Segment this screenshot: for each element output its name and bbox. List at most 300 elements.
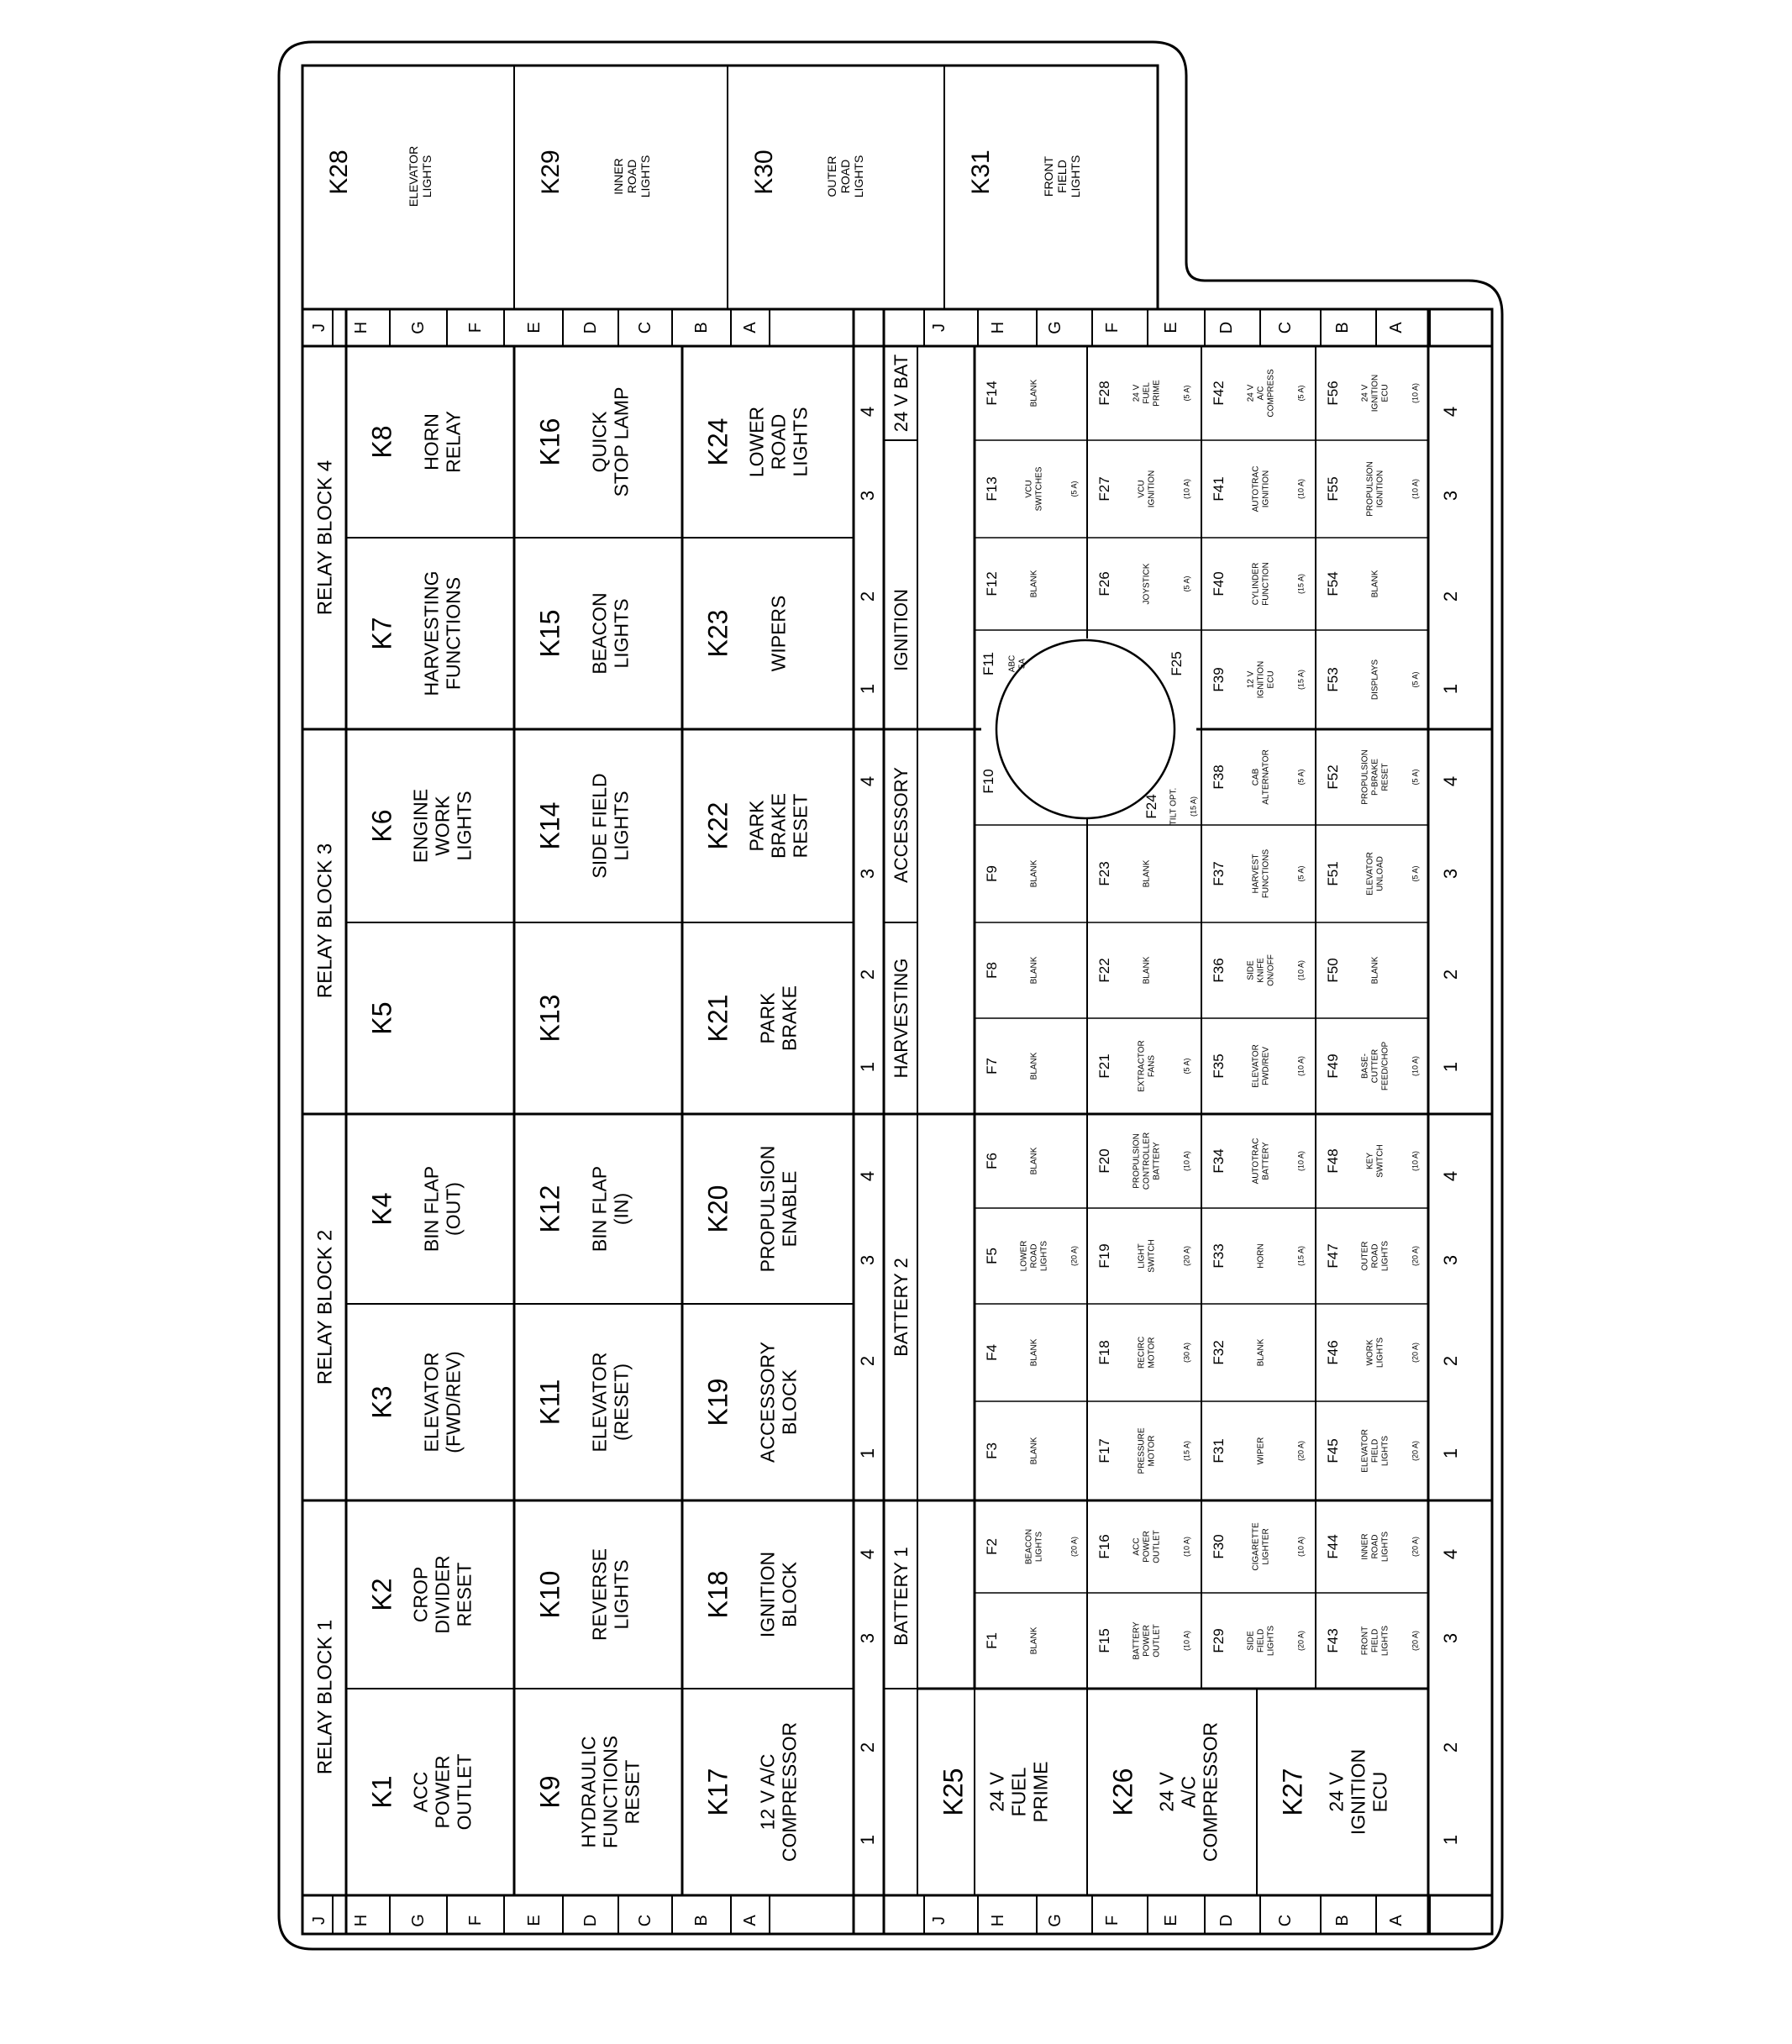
letter-right-bottom-a: A	[1387, 1915, 1406, 1926]
fuse-f19-id-text: F19	[1096, 1243, 1113, 1269]
relay-k24-id-text: K24	[702, 418, 733, 466]
fuse-f28-label	[1132, 380, 1162, 407]
fuse-f17-amp-text: (15 A)	[1182, 1440, 1191, 1462]
fuse-f41-label-text: AUTOTRAC	[1251, 465, 1261, 512]
relay-k23-id	[703, 610, 733, 658]
fuse-f48-label-text: SWITCH	[1375, 1144, 1385, 1178]
fuse-f51-id	[1325, 861, 1341, 885]
big-relay-k27-id-text: K27	[1277, 1768, 1308, 1816]
column-number-left: 3	[857, 1254, 878, 1266]
fuse-f54-label	[1371, 570, 1380, 597]
fuse-f18-amp-text: (30 A)	[1182, 1342, 1191, 1364]
letter-right-top-a: A	[1387, 322, 1406, 334]
fuse-f21-amp-text: (5 A)	[1182, 1058, 1191, 1075]
relay-k6-label-text: WORK	[431, 796, 454, 856]
fuse-f47-id-text: F47	[1325, 1243, 1342, 1269]
column-number-left: 4	[857, 775, 878, 787]
fuse-f46-label-text: LIGHTS	[1375, 1337, 1385, 1369]
fuse-f30-label-text: CIGARETTE	[1251, 1522, 1261, 1571]
fuse-f17-amp	[1182, 1441, 1190, 1461]
fuse-f34-label-text: AUTOTRAC	[1251, 1138, 1261, 1185]
fuse-f29-amp	[1296, 1631, 1305, 1651]
relay-k16-label-text: QUICK	[588, 411, 611, 473]
fuse-f47-label-text: OUTER	[1360, 1241, 1370, 1271]
relay-k21-label-text: PARK	[756, 992, 779, 1044]
relay-k6-id	[367, 809, 397, 842]
fuse-f48-id-text: F48	[1325, 1148, 1342, 1174]
fuse-f29-label-text: FIELD	[1256, 1628, 1266, 1653]
fuse-f48-label	[1366, 1144, 1385, 1177]
fuse-f21-amp	[1182, 1058, 1190, 1074]
fuse-f49-label-text: FEED/CHOP	[1380, 1041, 1390, 1091]
big-relay-k26-label	[1155, 1722, 1221, 1862]
fuse-f20-label-text: CONTROLLER	[1142, 1132, 1152, 1190]
column-number-left: 4	[857, 406, 878, 418]
fuse-f51-id-text: F51	[1325, 861, 1342, 886]
letter-right-top-j: J	[930, 323, 949, 332]
relay-block-1-label-text: RELAY BLOCK 1	[313, 1619, 337, 1775]
fuse-f17-label	[1138, 1427, 1157, 1474]
fuse-f20-amp-text: (10 A)	[1182, 1150, 1191, 1172]
fuse-f7-label	[1030, 1052, 1039, 1080]
relay-k14-id	[535, 802, 565, 850]
fuse-f8-label-text: BLANK	[1029, 956, 1039, 985]
relay-k2-id-text: K2	[366, 1578, 397, 1611]
fuse-f56-label-text: ECU	[1380, 384, 1390, 402]
relay-k10-id-text: K10	[534, 1570, 565, 1619]
relay-k20-id	[703, 1185, 733, 1233]
top-relay-k30-label-text: LIGHTS	[852, 155, 866, 198]
top-relay-k28-label-text: ELEVATOR	[407, 145, 421, 208]
top-relay-k30-label-text: OUTER	[825, 155, 839, 197]
fuse-f13-label	[1025, 466, 1044, 511]
relay-k16-label	[588, 387, 632, 497]
fuse-f42-label-text: A/C	[1256, 386, 1266, 401]
fuse-f54-id	[1325, 571, 1341, 596]
fuse-f20-amp	[1182, 1151, 1190, 1171]
column-number-left: 2	[857, 591, 878, 602]
relay-k14-label-text: LIGHTS	[610, 791, 633, 861]
relay-k10-label-text: REVERSE	[588, 1548, 611, 1641]
fuse-f56-label-text: 24 V	[1360, 384, 1370, 402]
fuse-f50-id-text: F50	[1325, 958, 1342, 983]
fuse-f50-label	[1371, 956, 1380, 984]
fuse-f3-id-text: F3	[984, 1442, 1001, 1459]
fuse-f55-amp-text: (10 A)	[1411, 478, 1420, 500]
fuse-f45-id	[1325, 1438, 1341, 1463]
fuse-f51-label	[1366, 852, 1385, 896]
relay-k11-label	[588, 1353, 632, 1453]
fuse-f36-id	[1211, 958, 1227, 982]
fuse-f48-label-text: KEY	[1365, 1152, 1375, 1170]
fuse-f46-label	[1366, 1337, 1385, 1368]
fuse-f15-label	[1132, 1621, 1162, 1660]
fuse-f21-id	[1096, 1054, 1112, 1078]
fuse-f5-amp-text: (20 A)	[1069, 1245, 1079, 1267]
relay-k15-label	[588, 592, 632, 674]
fuse-f26-amp-text: (5 A)	[1182, 575, 1191, 592]
fuse-f36-label	[1247, 954, 1276, 986]
fuse-f15-label-text: OUTLET	[1152, 1624, 1162, 1658]
fuse-f1-id	[984, 1632, 1000, 1649]
relay-k15-label-text: BEACON	[588, 592, 611, 675]
top-relay-k30-label	[825, 155, 865, 198]
letter-right-bottom-d: D	[1217, 1914, 1236, 1927]
fuse-f18-amp	[1182, 1343, 1190, 1363]
top-relay-k28-label	[407, 146, 434, 207]
fuse-f50-label-text: BLANK	[1370, 956, 1380, 985]
fuse-f27-id	[1096, 476, 1112, 501]
top-relay-k31-label	[1042, 155, 1082, 198]
fuse-f20-label-text: BATTERY	[1152, 1142, 1162, 1180]
fuse-f35-label-text: ELEVATOR	[1251, 1044, 1261, 1088]
fuse-group-ignition-text: IGNITION	[890, 589, 912, 671]
fuse-f40-id-text: F40	[1211, 571, 1227, 596]
relay-k4-id-text: K4	[366, 1192, 397, 1226]
fuse-f20-id	[1096, 1148, 1112, 1173]
top-relay-k31-label-text: LIGHTS	[1069, 155, 1083, 198]
relay-k10-label-text: LIGHTS	[610, 1559, 633, 1630]
relay-k2-label	[409, 1555, 475, 1633]
letter-right-bottom-g: G	[1046, 1914, 1064, 1927]
fuse-f29-id-text: F29	[1211, 1628, 1227, 1653]
fuse-f12-label	[1030, 570, 1039, 597]
top-relay-k29-label	[612, 155, 652, 198]
column-number-left: 1	[857, 1834, 878, 1846]
fuse-f26-id	[1096, 571, 1112, 596]
fuse-f49-amp-text: (10 A)	[1411, 1055, 1420, 1077]
relay-k3-label-text: ELEVATOR	[420, 1352, 443, 1453]
fuse-f11-id-text: F11	[980, 651, 997, 676]
fuse-f27-label-text: IGNITION	[1147, 470, 1157, 508]
relay-k24-id	[703, 418, 733, 466]
relay-k12-label-text: BIN FLAP	[588, 1165, 611, 1253]
relay-k18-id-text: K18	[702, 1570, 733, 1619]
top-relay-k29-label-text: INNER	[612, 158, 626, 195]
fuse-f10-id	[980, 769, 996, 793]
fuse-f5-label-text: LOWER	[1019, 1240, 1029, 1272]
fuse-f40-amp-text: (15 A)	[1296, 573, 1306, 595]
fuse-f12-id	[984, 571, 1000, 596]
fuse-group-harvesting	[891, 959, 912, 1079]
relay-k15-id	[535, 610, 565, 658]
relay-block-3-label	[314, 843, 337, 999]
relay-k22-label	[745, 793, 811, 859]
relay-k19-id	[703, 1379, 733, 1427]
fuse-f28-label-text: FUEL	[1142, 382, 1152, 404]
relay-k12-id	[535, 1185, 565, 1233]
fuse-f16-label-text: OUTLET	[1152, 1530, 1162, 1563]
fuse-f56-id	[1325, 381, 1341, 405]
fuse-f24-amp	[1189, 796, 1197, 817]
fuse-f34-amp-text: (10 A)	[1296, 1150, 1306, 1172]
fuse-f26-amp	[1182, 575, 1190, 591]
fuse-f33-id	[1211, 1243, 1227, 1268]
column-number-right: 2	[1440, 969, 1461, 980]
relay-k24-label-text: LOWER	[745, 406, 768, 478]
fuse-f28-amp	[1182, 385, 1190, 401]
fuse-f4-label-text: BLANK	[1029, 1338, 1039, 1367]
fuse-f44-label-text: INNER	[1360, 1533, 1370, 1560]
fuse-f34-amp	[1296, 1151, 1305, 1171]
fuse-f5-id-text: F5	[984, 1248, 1001, 1264]
fuse-f39-label-text: IGNITION	[1256, 660, 1266, 699]
fuse-f9-label-text: BLANK	[1029, 859, 1039, 888]
big-relay-k26-label-text: A/C	[1177, 1775, 1200, 1809]
relay-k22-label-text: BRAKE	[767, 793, 790, 859]
column-number-left: 1	[857, 1061, 878, 1073]
letter-right-bottom-h: H	[989, 1914, 1007, 1927]
fuse-f29-amp-text: (20 A)	[1296, 1630, 1306, 1652]
relay-k18-id	[703, 1571, 733, 1619]
fuse-f41-id	[1211, 476, 1227, 501]
fuse-f39-amp-text: (15 A)	[1296, 669, 1306, 691]
relay-k20-label-text: ENABLE	[778, 1170, 801, 1248]
fuse-f32-label-text: BLANK	[1256, 1338, 1266, 1367]
letter-bottom-h: H	[352, 1914, 370, 1927]
fuse-f8-id-text: F8	[984, 962, 1001, 979]
top-relay-k28-id-text: K28	[324, 150, 353, 195]
fuse-f30-amp-text: (10 A)	[1296, 1536, 1306, 1558]
relay-k24-label-text: ROAD	[767, 413, 790, 470]
fuse-f39-label-text: 12 V	[1246, 670, 1256, 689]
fuse-f28-id-text: F28	[1096, 381, 1113, 406]
fuse-f47-amp-text: (20 A)	[1411, 1245, 1420, 1267]
top-relay-k31-id-text: K31	[966, 150, 995, 195]
fuse-f4-label	[1030, 1338, 1039, 1366]
relay-k14-label	[588, 773, 632, 878]
fuse-f15-amp	[1182, 1631, 1190, 1651]
fuse-f14-label-text: BLANK	[1029, 379, 1039, 407]
fuse-f26-label	[1143, 563, 1152, 604]
fuse-f43-amp	[1411, 1631, 1419, 1651]
fuse-f6-label	[1030, 1147, 1039, 1174]
column-number-left: 3	[857, 490, 878, 502]
relay-k13-id-text: K13	[534, 994, 565, 1043]
fuse-f29-label	[1247, 1626, 1276, 1656]
fuse-f24-label-text: TILT OPT.	[1169, 787, 1179, 826]
top-relay-k29-id-text: K29	[536, 150, 565, 195]
fuse-f9-label	[1030, 859, 1039, 887]
relay-k1-label-text: OUTLET	[453, 1753, 476, 1831]
relay-k1-id-text: K1	[366, 1775, 397, 1809]
fuse-f36-label-text: SIDE	[1246, 960, 1256, 980]
fuse-f55-label-text: PROPULSION	[1365, 461, 1375, 517]
relay-k9-label-text: HYDRAULIC	[577, 1736, 600, 1848]
top-relay-k31-label-text: FRONT	[1042, 155, 1056, 197]
fuse-f44-amp-text: (20 A)	[1411, 1536, 1420, 1558]
letter-top-g: G	[409, 321, 428, 334]
column-number-left: 3	[857, 868, 878, 880]
fuse-f23-label-text: BLANK	[1142, 859, 1152, 888]
relay-k2-id	[367, 1578, 397, 1611]
fuse-f13-amp-text: (5 A)	[1069, 481, 1079, 497]
relay-k7-label-text: HARVESTING	[420, 570, 443, 696]
fuse-f38-label-text: ALTERNATOR	[1261, 749, 1271, 805]
relay-k17-id	[703, 1768, 733, 1816]
fuse-f2-id-text: F2	[984, 1538, 1001, 1555]
fuse-f45-label-text: LIGHTS	[1380, 1435, 1390, 1467]
fuse-f49-id	[1325, 1054, 1341, 1078]
fuse-f33-amp-text: (15 A)	[1296, 1245, 1306, 1267]
fuse-f13-label-text: VCU	[1024, 480, 1034, 498]
relay-k4-label-text: BIN FLAP	[420, 1165, 443, 1253]
fuse-f30-label	[1252, 1522, 1271, 1571]
fuse-f17-id-text: F17	[1096, 1438, 1113, 1463]
fuse-f18-label-text: MOTOR	[1147, 1337, 1157, 1369]
column-number-right: 4	[1440, 1548, 1461, 1560]
big-relay-k26-label-text: COMPRESSOR	[1199, 1721, 1222, 1863]
fuse-f43-id	[1325, 1628, 1341, 1653]
fuse-f18-label-text: RECIRC	[1137, 1336, 1147, 1369]
fuse-f22-id-text: F22	[1096, 958, 1113, 983]
relay-k4-label	[420, 1166, 464, 1252]
fuse-f40-id	[1211, 571, 1227, 596]
fuse-f52-id	[1325, 765, 1341, 789]
fuse-f19-amp-text: (20 A)	[1182, 1245, 1191, 1267]
fuse-f53-amp	[1411, 671, 1419, 687]
fuse-f43-label-text: FRONT	[1360, 1626, 1370, 1656]
fuse-f2-amp	[1069, 1537, 1078, 1557]
relay-k19-label-text: BLOCK	[778, 1369, 801, 1435]
fuse-f26-label-text: JOYSTICK	[1142, 563, 1152, 605]
relay-k8-id	[367, 425, 397, 458]
fuse-f49-label-text: BASE-	[1360, 1053, 1370, 1080]
fuse-f41-label-text: IGNITION	[1261, 470, 1271, 508]
fuse-f38-id	[1211, 765, 1227, 789]
relay-k12-label	[588, 1166, 632, 1252]
letter-right-bottom-f: F	[1103, 1915, 1122, 1926]
fuse-f30-amp	[1296, 1537, 1305, 1557]
relay-k2-label-text: RESET	[453, 1562, 476, 1627]
relay-k20-label	[756, 1146, 800, 1273]
fuse-f52-label	[1361, 749, 1390, 805]
letter-bottom-b: B	[692, 1915, 711, 1926]
fuse-f34-id-text: F34	[1211, 1148, 1227, 1174]
relay-k16-id	[535, 418, 565, 466]
relay-k11-id-text: K11	[534, 1379, 565, 1426]
letter-top-e: E	[525, 322, 544, 334]
top-relay-k31-id	[967, 150, 995, 194]
fuse-f26-id-text: F26	[1096, 571, 1113, 596]
relay-k15-label-text: LIGHTS	[610, 598, 633, 669]
fuse-f47-label-text: LIGHTS	[1380, 1240, 1390, 1272]
relay-k8-label	[420, 411, 464, 473]
relay-k7-label	[420, 570, 464, 696]
fuse-f56-amp	[1411, 383, 1419, 403]
relay-k18-label-text: BLOCK	[778, 1562, 801, 1627]
letter-right-top-h: H	[989, 321, 1007, 334]
big-relay-k25-label	[985, 1762, 1051, 1823]
fuse-f16-id	[1096, 1534, 1112, 1558]
relay-k11-label-text: (RESET)	[610, 1364, 633, 1441]
fuse-f45-id-text: F45	[1325, 1438, 1342, 1463]
fuse-f8-label	[1030, 956, 1039, 984]
relay-k17-id-text: K17	[702, 1768, 733, 1816]
fuse-f2-amp-text: (20 A)	[1069, 1536, 1079, 1558]
fuse-f5-id	[984, 1248, 1000, 1264]
fuse-f27-label	[1138, 470, 1157, 507]
fuse-f35-amp	[1296, 1056, 1305, 1076]
fuse-f49-label-text: CUTTER	[1370, 1048, 1380, 1084]
letter-top-b: B	[692, 322, 711, 334]
relay-k14-id-text: K14	[534, 801, 565, 850]
relay-k21-id	[703, 995, 733, 1043]
fuse-f18-id-text: F18	[1096, 1340, 1113, 1365]
relay-k17-label	[756, 1722, 800, 1862]
fuse-f49-amp	[1411, 1056, 1419, 1076]
fuse-f56-id-text: F56	[1325, 381, 1342, 406]
fuse-f37-label-text: HARVEST	[1251, 854, 1261, 894]
fuse-f12-id-text: F12	[984, 571, 1001, 596]
relay-k6-label-text: LIGHTS	[453, 791, 476, 861]
fuse-f41-amp	[1296, 479, 1305, 499]
fuse-f19-label	[1138, 1239, 1157, 1272]
fuse-f38-label-text: CAB	[1251, 768, 1261, 786]
relay-block-4-label	[314, 460, 337, 616]
letter-top-f: F	[466, 322, 485, 334]
fuse-f52-label-text: PROPULSION	[1360, 749, 1370, 805]
fuse-f43-label-text: LIGHTS	[1380, 1625, 1390, 1657]
fuse-f25-id-text: F25	[1169, 651, 1185, 676]
fuse-f52-amp-text: (5 A)	[1411, 769, 1420, 786]
fuse-f36-id-text: F36	[1211, 958, 1227, 983]
fuse-f2-label-text: LIGHTS	[1034, 1531, 1044, 1563]
fuse-f46-id	[1325, 1340, 1341, 1364]
fuse-group-battery-1	[891, 1547, 912, 1645]
fuse-f37-amp	[1296, 865, 1305, 881]
column-number-right: 2	[1440, 591, 1461, 602]
column-number-right: 3	[1440, 490, 1461, 502]
fuse-f53-label-text: DISPLAYS	[1370, 659, 1380, 701]
fuse-f16-amp-text: (10 A)	[1182, 1536, 1191, 1558]
fuse-f29-id	[1211, 1628, 1227, 1653]
fuse-f38-label	[1252, 749, 1271, 805]
relay-k2-label-text: DIVIDER	[431, 1555, 454, 1634]
fuse-f18-id	[1096, 1340, 1112, 1364]
column-number-left: 2	[857, 1742, 878, 1753]
fuse-f48-amp	[1411, 1151, 1419, 1171]
fuse-f19-amp	[1182, 1246, 1190, 1266]
fuse-group-harvesting-text: HARVESTING	[890, 958, 912, 1079]
letter-bottom-a: A	[741, 1915, 759, 1926]
fuse-f42-label-text: COMPRESS	[1266, 369, 1276, 418]
fuse-f6-label-text: BLANK	[1029, 1147, 1039, 1175]
relay-k23-id-text: K23	[702, 609, 733, 658]
relay-k12-id-text: K12	[534, 1185, 565, 1233]
fuse-f31-id	[1211, 1438, 1227, 1463]
relay-k11-id	[535, 1379, 565, 1426]
relay-k21-label-text: BRAKE	[778, 985, 801, 1051]
fuse-f27-label-text: VCU	[1137, 480, 1147, 498]
fuse-f41-label	[1252, 466, 1271, 512]
relay-k22-label-text: RESET	[789, 793, 812, 859]
fuse-f40-amp	[1296, 574, 1305, 594]
letter-right-top-e: E	[1162, 322, 1180, 334]
relay-k9-label-text: RESET	[621, 1759, 644, 1825]
big-relay-k25-id-text: K25	[938, 1768, 969, 1816]
top-relay-k29-label-text: LIGHTS	[638, 155, 653, 198]
fuse-f13-id	[984, 476, 1000, 501]
fuse-f44-label-text: LIGHTS	[1380, 1531, 1390, 1563]
fuse-f6-id-text: F6	[984, 1153, 1001, 1169]
fuse-f32-label	[1257, 1338, 1266, 1366]
letter-bottom-f: F	[466, 1915, 485, 1926]
relay-k4-id	[367, 1192, 397, 1225]
fuse-f10-id-text: F10	[980, 769, 997, 794]
fuse-f11-label-text: 5A	[1017, 658, 1027, 670]
fuse-f43-id-text: F43	[1325, 1628, 1342, 1653]
